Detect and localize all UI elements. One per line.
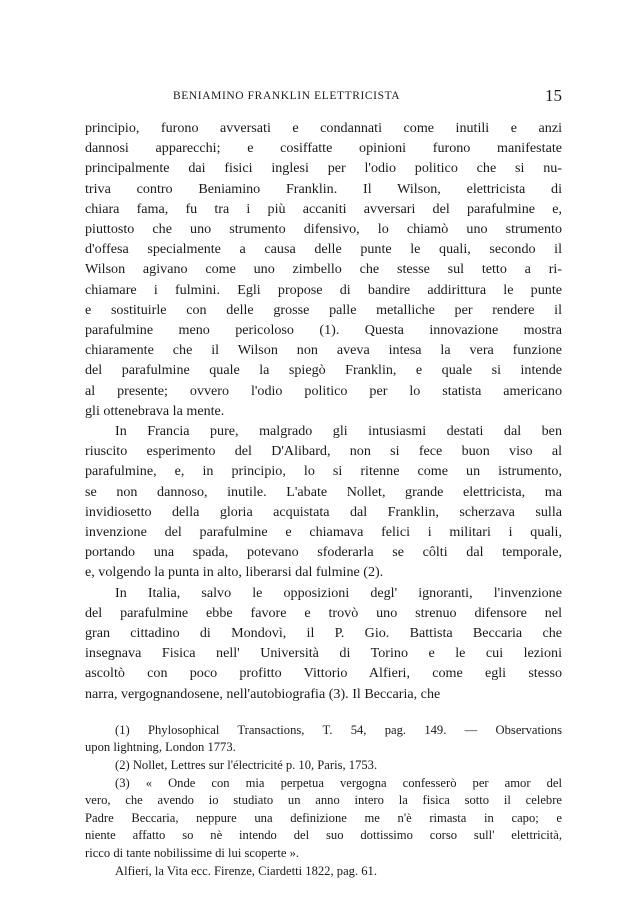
running-head: [85, 86, 562, 108]
footnote: [85, 775, 562, 863]
text-line: al presente; ovvero l'odio politico per lo statista americano: [85, 382, 562, 399]
body-text: [85, 118, 562, 704]
paragraph: [85, 421, 562, 583]
footnote-line: upon lightning, London 1773.: [85, 740, 236, 755]
text-line: In Italia, salvo le opposizioni degl' ignoranti, l'invenzione: [115, 584, 562, 601]
footnote: [85, 863, 562, 881]
footnote-line: Padre Beccaria, neppure una definizione me n'è rimasta in capo; e: [85, 810, 562, 825]
text-line: parafulmine, e, in principio, lo si ritenne come un istrumento,: [85, 463, 562, 480]
footnote-line: (2) Nollet, Lettres sur l'électricité p. 10, Paris, 1753.: [115, 758, 378, 773]
book-page: [85, 86, 562, 880]
footnote-line: (3) « Onde con mia perpetua vergogna confesserò per amor del: [115, 775, 562, 790]
text-line: chiara fama, fu tra i più accaniti avversari del parafulmine e,: [85, 200, 562, 217]
text-line: invenzione del parafulmine e chiamava felici i militari i quali,: [85, 524, 562, 541]
text-line: se non dannoso, inutile. L'abate Nollet, grande elettricista, ma: [85, 483, 562, 500]
running-title: BENIAMINO FRANKLIN ELETTRICISTA: [173, 90, 401, 102]
text-line: e, volgendo la punta in alto, liberarsi dal fulmine (2).: [85, 564, 384, 581]
footnote-line: niente affatto so nè intendo del suo dottissimo corso sull' elettricità,: [85, 828, 562, 843]
footnotes: [85, 722, 562, 880]
page-number: 15: [545, 86, 562, 105]
footnote-line: (1) Phylosophical Transactions, T. 54, pag. 149. — Observations: [115, 722, 562, 737]
text-line: triva contro Beniamino Franklin. Il Wilson, elettricista di: [85, 180, 562, 197]
text-line: In Francia pure, malgrado gli intusiasmi destati dal ben: [115, 423, 562, 440]
text-line: del parafulmine ebbe favore e trovò uno strenuo difensore nel: [85, 604, 562, 621]
text-line: narra, vergognandosene, nell'autobiografia (3). Il Beccaria, che: [85, 685, 441, 702]
text-line: chiamare i fulmini. Egli propose di bandire addirittura le punte: [85, 281, 562, 298]
footnote-line: ricco di tante nobilissime di lui scoperte ».: [85, 846, 300, 861]
text-line: principalmente dai fisici inglesi per l'odio politico che si nu-: [85, 160, 562, 177]
text-line: e sostituirle con delle grosse palle metalliche per rendere il: [85, 301, 562, 318]
text-line: piuttosto che uno strumento difensivo, lo chiamò uno strumento: [85, 221, 562, 238]
text-line: invidiosetto della gloria acquistata dal Franklin, scherzava sulla: [85, 503, 562, 520]
text-line: ascoltò con poco profitto Vittorio Alfieri, come egli stesso: [85, 665, 562, 682]
text-line: principio, furono avversati e condannati come inutili e anzi: [85, 120, 562, 136]
text-line: parafulmine meno pericoloso (1). Questa innovazione mostra: [85, 322, 562, 339]
paragraph: [85, 118, 562, 421]
text-line: del parafulmine quale la spiegò Franklin, e quale si intende: [85, 362, 562, 379]
footnote-line: Alfieri, la Vita ecc. Firenze, Ciardetti 1822, pag. 61.: [115, 863, 377, 878]
text-line: d'offesa specialmente a causa delle punte le quali, secondo il: [85, 241, 562, 258]
text-line: portando una spada, potevano sfoderarla se côlti dal temporale,: [85, 544, 562, 561]
footnote-line: vero, che avendo io studiato un anno intero la fisica sotto il celebre: [85, 793, 562, 808]
text-line: Wilson agivano come uno zimbello che stesse sul tetto a ri-: [85, 261, 562, 278]
text-line: gran cittadino di Mondovì, il P. Gio. Battista Beccaria che: [85, 625, 562, 642]
footnote: [85, 757, 562, 775]
text-line: dannosi apparecchi; e cosiffatte opinioni furono manifestate: [85, 140, 562, 157]
text-line: gli ottenebrava la mente.: [85, 402, 225, 419]
footnote: [85, 722, 562, 757]
paragraph: [85, 583, 562, 704]
text-line: chiaramente che il Wilson non aveva intesa la vera funzione: [85, 342, 562, 359]
text-line: riuscito esperimento del D'Alibard, non si fece buon viso al: [85, 443, 562, 460]
text-line: insegnava Fisica nell' Università di Torino e le cui lezioni: [85, 645, 562, 662]
